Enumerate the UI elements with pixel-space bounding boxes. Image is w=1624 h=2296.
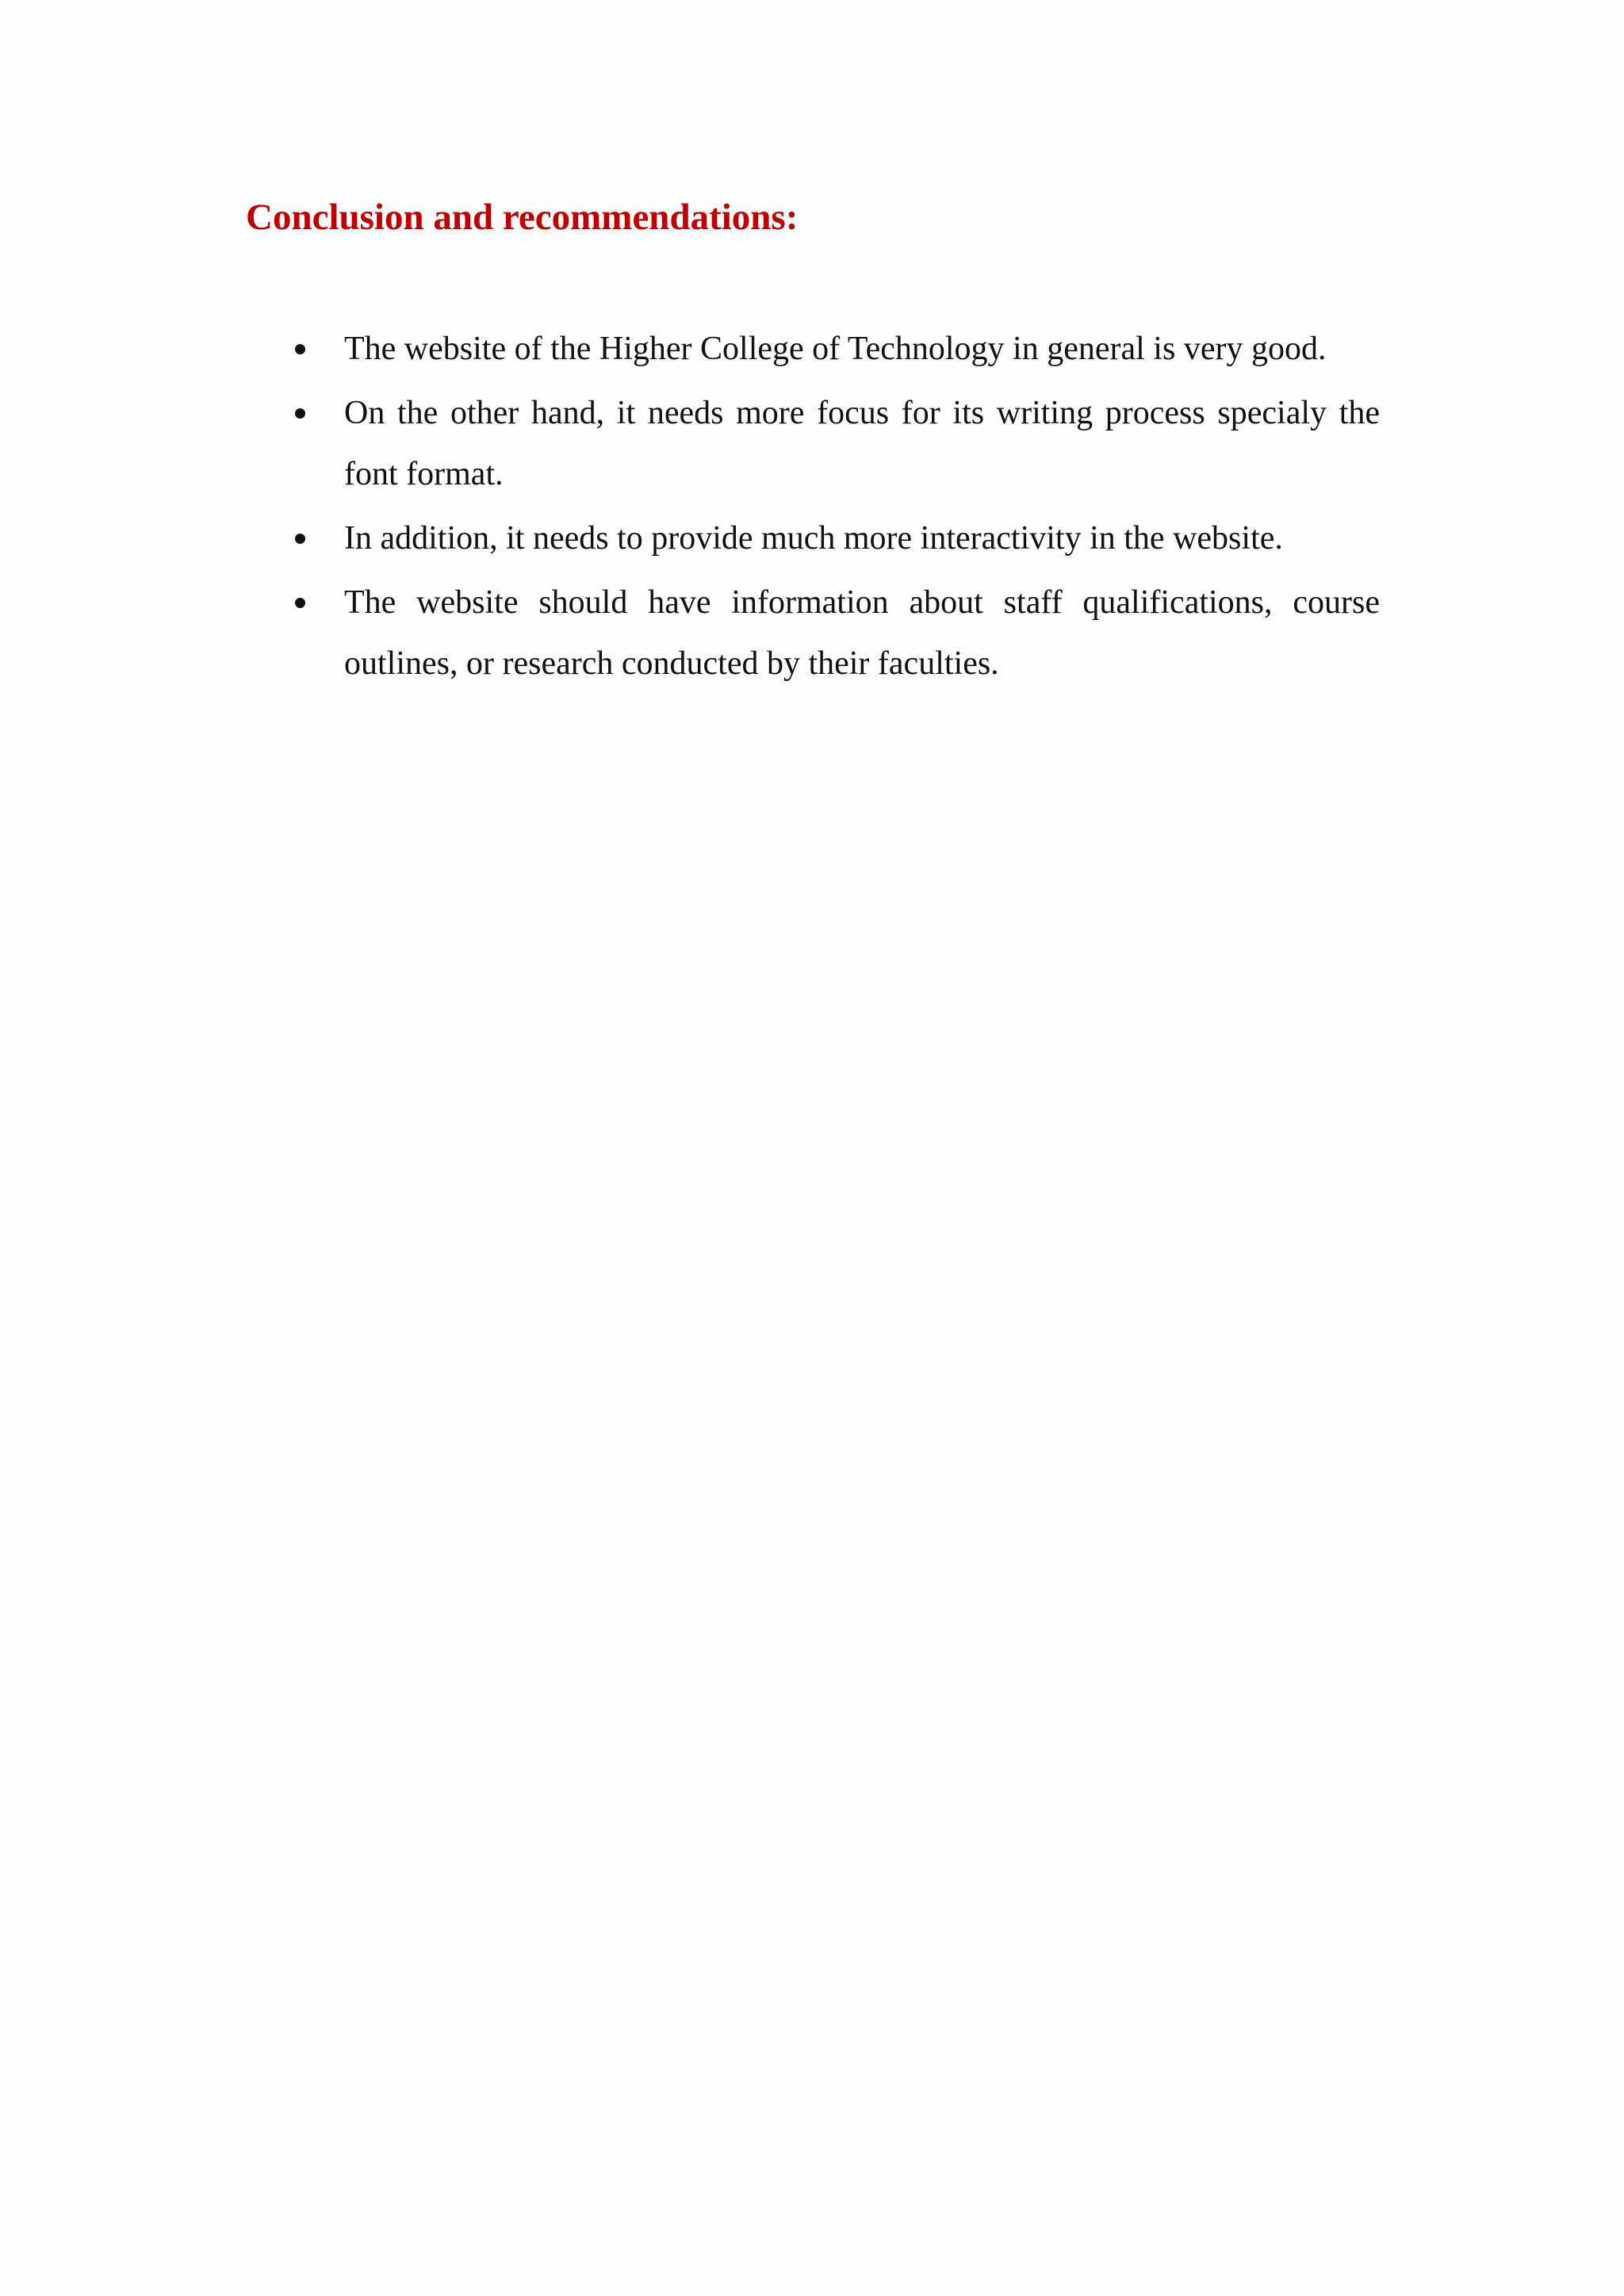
list-item [246, 508, 1380, 569]
bullet-icon [295, 534, 305, 544]
recommendations-list [246, 319, 1380, 698]
list-item-text: On the other hand, it needs more focus for its writing process specialy the font format. [344, 395, 1380, 492]
list-item [246, 383, 1380, 505]
list-item-text: In addition, it needs to provide much more interactivity in the website. [344, 520, 1283, 557]
list-item-text: The website should have information about staff qualifications, course outlines, or research conducted by their faculties. [344, 584, 1380, 682]
section-heading: Conclusion and recommendations: [246, 197, 799, 238]
bullet-icon [295, 344, 305, 354]
bullet-icon [295, 408, 305, 419]
list-item-text: The website of the Higher College of Technology in general is very good. [344, 331, 1327, 367]
list-item [246, 319, 1380, 380]
list-item [246, 572, 1380, 695]
bullet-icon [295, 598, 305, 608]
